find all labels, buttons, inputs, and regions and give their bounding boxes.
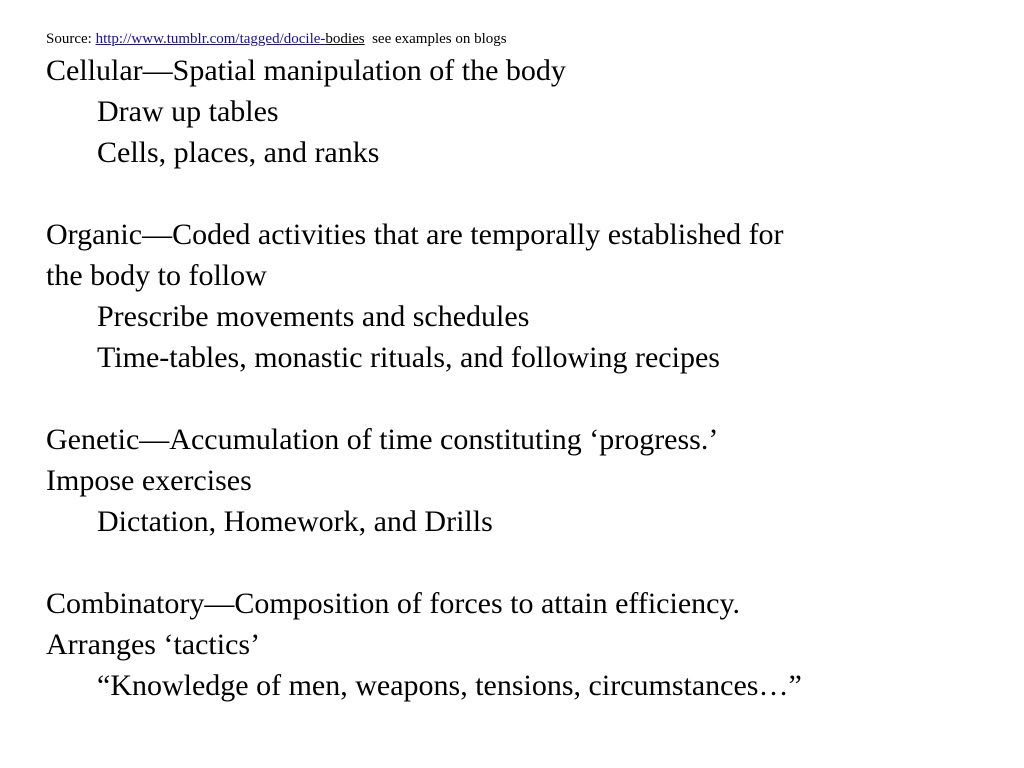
slide-content [46, 28, 1006, 706]
sub-item-line: Draw up tables [97, 95, 279, 128]
heading-line: Arranges ‘tactics’ [46, 628, 261, 661]
section-spacer [46, 173, 1006, 214]
heading-line: Genetic—Accumulation of time constituting ‘progress.’ [46, 423, 719, 456]
sub-item-line: “Knowledge of men, weapons, tensions, circumstances…” [97, 669, 802, 702]
source-link-suffix[interactable]: bodies [325, 31, 365, 47]
heading-line: Cellular—Spatial manipulation of the body [46, 54, 566, 87]
slide-body [46, 50, 1006, 706]
section-spacer [46, 378, 1006, 419]
source-note: see examples on blogs [372, 31, 507, 47]
source-line [46, 28, 1006, 50]
source-link[interactable]: http://www.tumblr.com/tagged/docile- [95, 31, 326, 47]
sub-item-line: Dictation, Homework, and Drills [97, 505, 493, 538]
sub-item-line: Prescribe movements and schedules [97, 300, 530, 333]
source-prefix: Source: [46, 31, 92, 47]
sub-item-line: Time-tables, monastic rituals, and following recipes [97, 341, 720, 374]
section-spacer [46, 542, 1006, 583]
heading-line: Combinatory—Composition of forces to attain efficiency. [46, 587, 741, 620]
heading-line: the body to follow [46, 259, 267, 292]
heading-line: Impose exercises [46, 464, 252, 497]
sub-item-line: Cells, places, and ranks [97, 136, 380, 169]
heading-line: Organic—Coded activities that are temporally established for [46, 218, 784, 251]
